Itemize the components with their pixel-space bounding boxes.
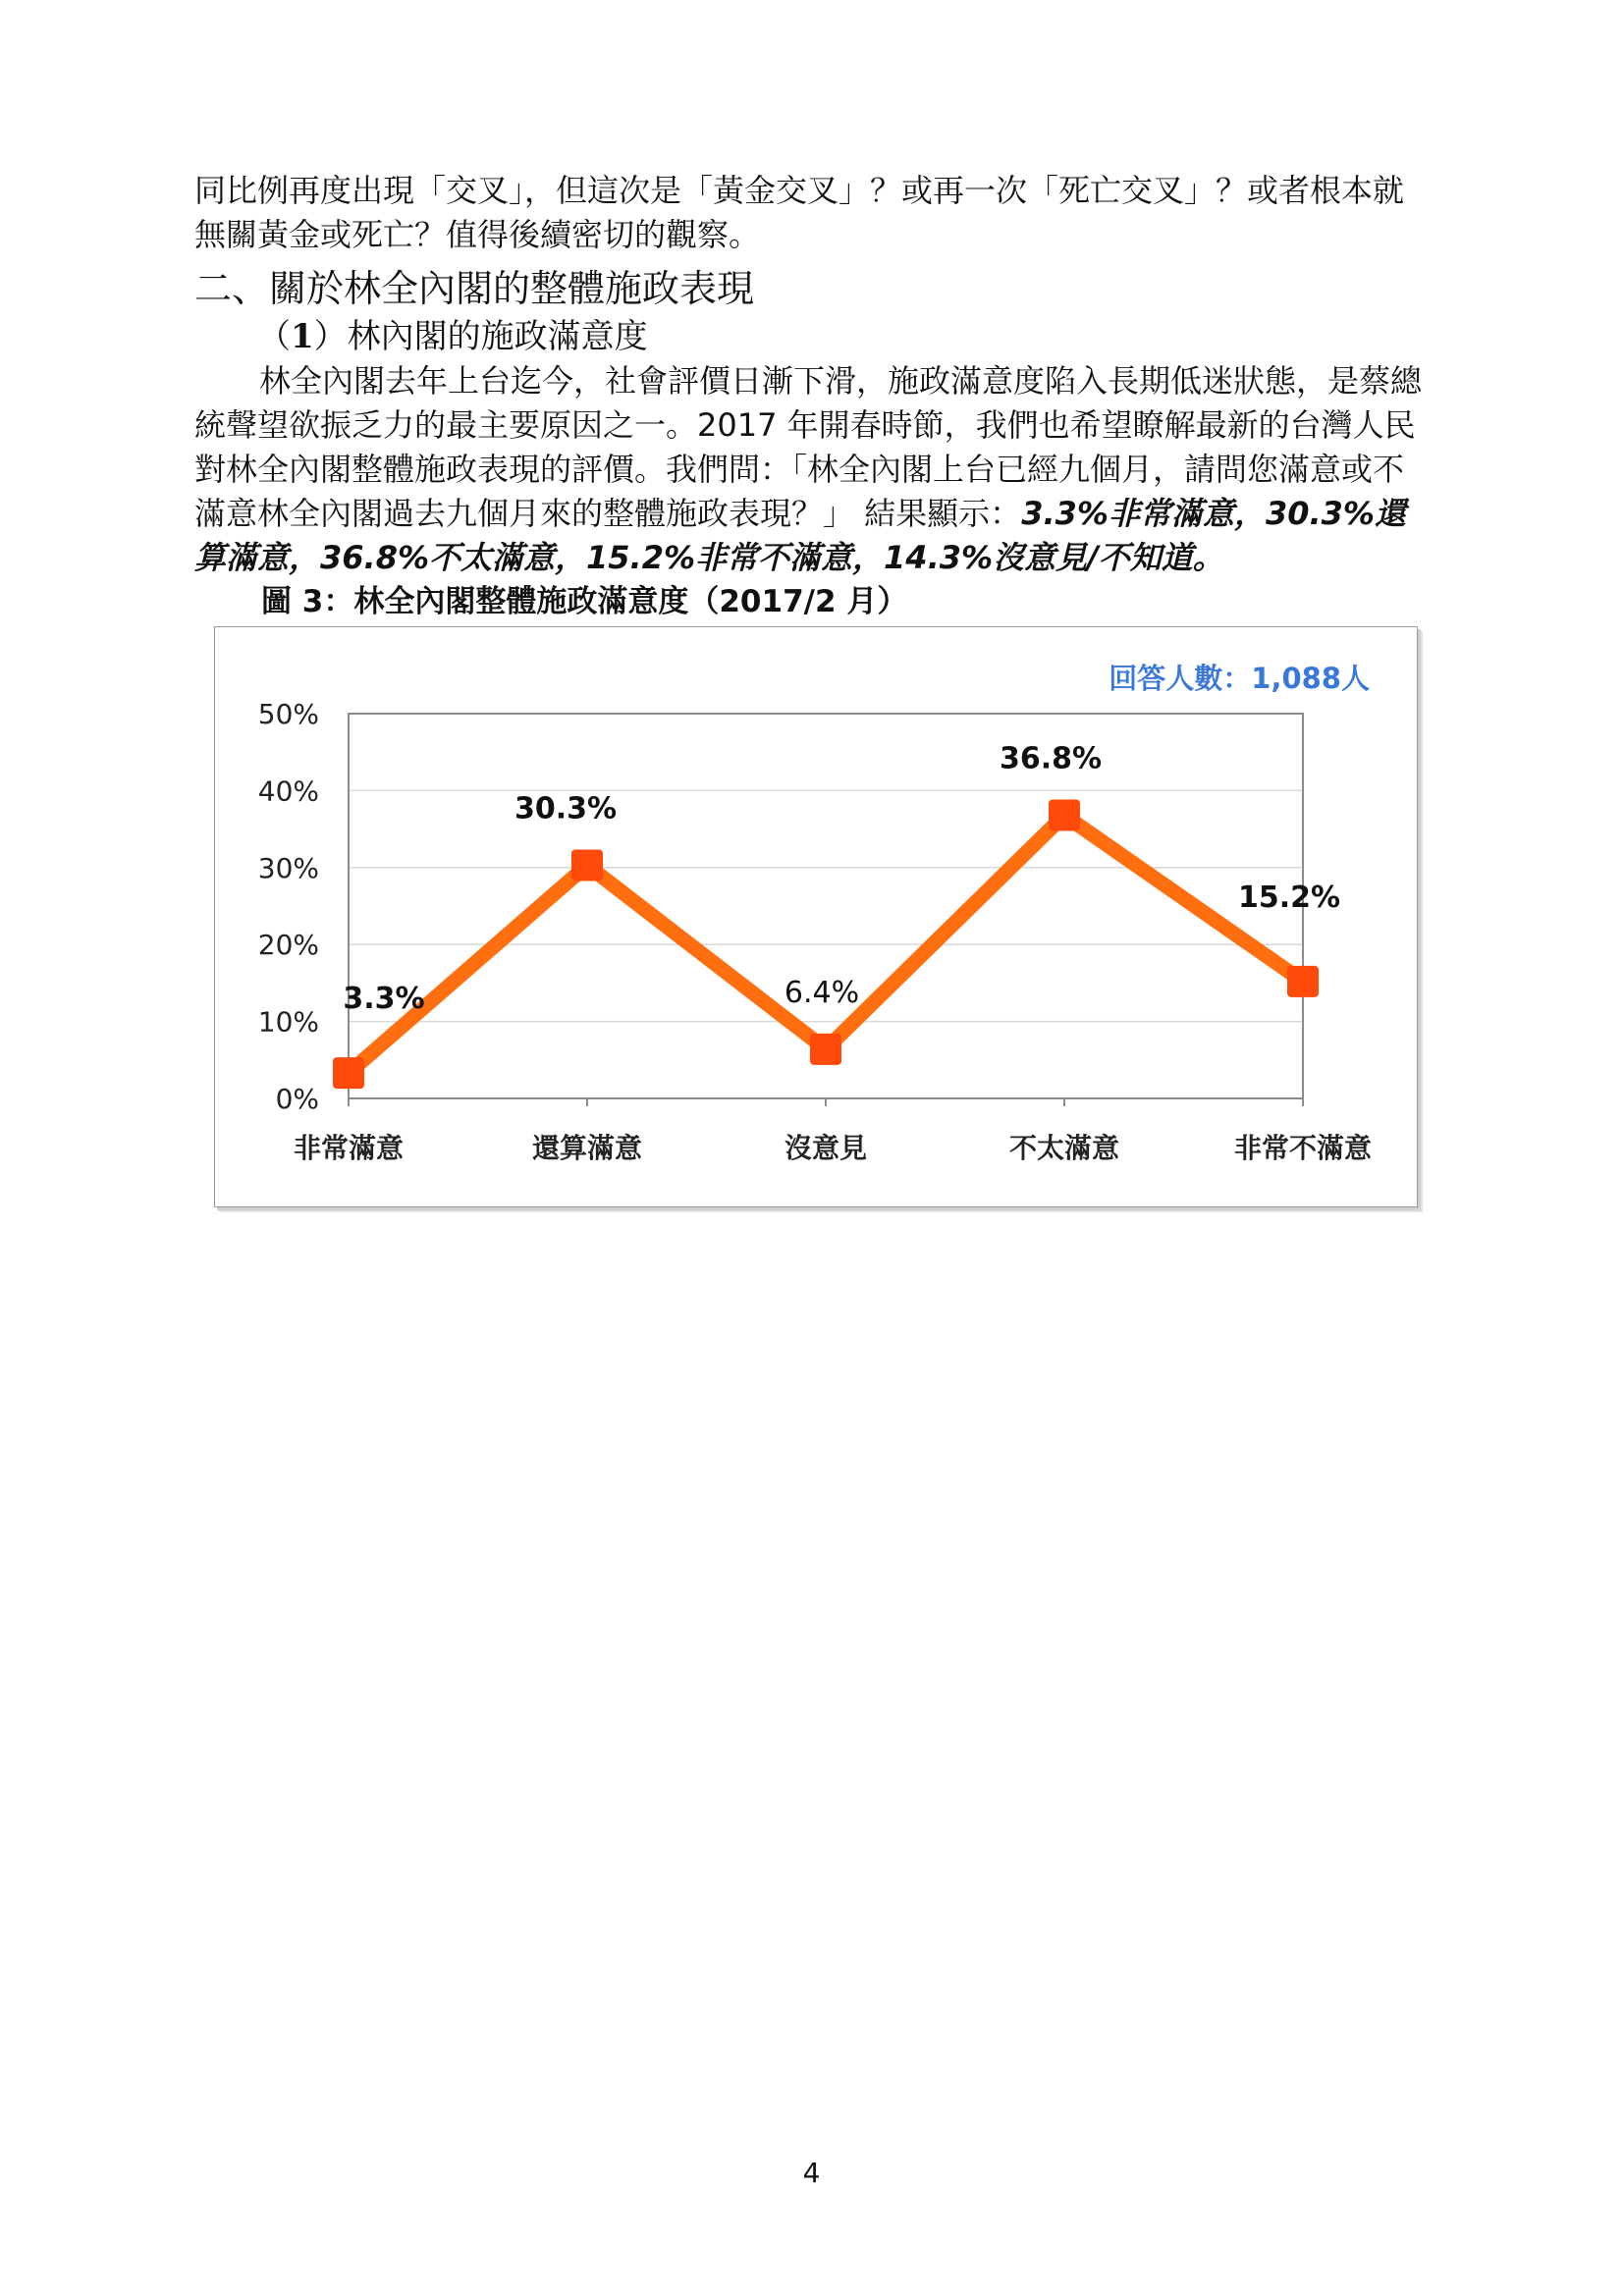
figure-caption: 圖 3：林全內閣整體施政滿意度（2017/2 月） — [261, 584, 908, 619]
data-label: 30.3% — [514, 791, 618, 827]
data-labels — [343, 741, 1340, 1016]
y-tick-label: 40% — [257, 774, 319, 808]
x-axis-ticks — [294, 1098, 1372, 1164]
section-heading: 二、關於林全內閣的整體施政表現 — [194, 267, 755, 310]
data-label: 3.3% — [343, 982, 425, 1017]
y-tick-label: 50% — [257, 698, 319, 730]
data-point-marker — [810, 1034, 841, 1065]
y-tick-label: 10% — [257, 1005, 319, 1039]
page-number: 4 — [802, 2157, 821, 2189]
body-paragraph — [194, 359, 1434, 580]
survey-findings: 3.3%非常滿意，30.3%還算滿意，36.8%不太滿意，15.2%非常不滿意，14.3%沒意見/不知道。 — [194, 495, 1406, 576]
x-tick-label: 不太滿意 — [1008, 1132, 1120, 1164]
data-label: 15.2% — [1237, 880, 1341, 915]
respondent-count-annotation: 回答人數：1,088人 — [1109, 662, 1370, 695]
subsection-number: 1 — [291, 317, 314, 356]
y-tick-label: 0% — [275, 1083, 319, 1115]
body-text: 林全內閣去年上台迄今，社會評價日漸下滑，施政滿意度陷入長期低迷狀態，是蔡總統聲望欲振乏力的最主要原因之一。2017 年開春時節，我們也希望瞭解最新的台灣人民對林全內閣整體施政表現的評價。我們問：「林全內閣上台已經九個月，請問您滿意或不滿意林全內閣過去九個月來的整體施政表現？」 結果顯示： — [194, 362, 1423, 532]
subsection-heading: （1）林內閣的施政滿意度 — [257, 317, 648, 356]
data-point-marker — [1287, 966, 1319, 997]
y-axis-ticks — [258, 698, 319, 1115]
satisfaction-line-chart — [215, 627, 1419, 1208]
data-label: 6.4% — [784, 975, 860, 1010]
data-label: 36.8% — [999, 741, 1103, 776]
data-point-marker — [333, 1057, 364, 1089]
y-tick-label: 20% — [257, 929, 319, 962]
chart-frame — [214, 626, 1418, 1207]
x-tick-label: 非常滿意 — [293, 1132, 405, 1164]
data-point-marker — [1049, 799, 1080, 830]
x-tick-label: 沒意見 — [784, 1132, 868, 1164]
y-tick-label: 30% — [257, 851, 319, 884]
intro-paragraph: 同比例再度出現「交叉」，但這次是「黃金交叉」？或再一次「死亡交叉」？或者根本就無關黃金或死亡？值得後續密切的觀察。 — [194, 172, 1405, 253]
x-tick-label: 還算滿意 — [531, 1132, 643, 1164]
subsection-title: 林內閣的施政滿意度 — [347, 317, 648, 356]
data-point-marker — [571, 849, 603, 881]
x-tick-label: 非常不滿意 — [1233, 1132, 1373, 1164]
